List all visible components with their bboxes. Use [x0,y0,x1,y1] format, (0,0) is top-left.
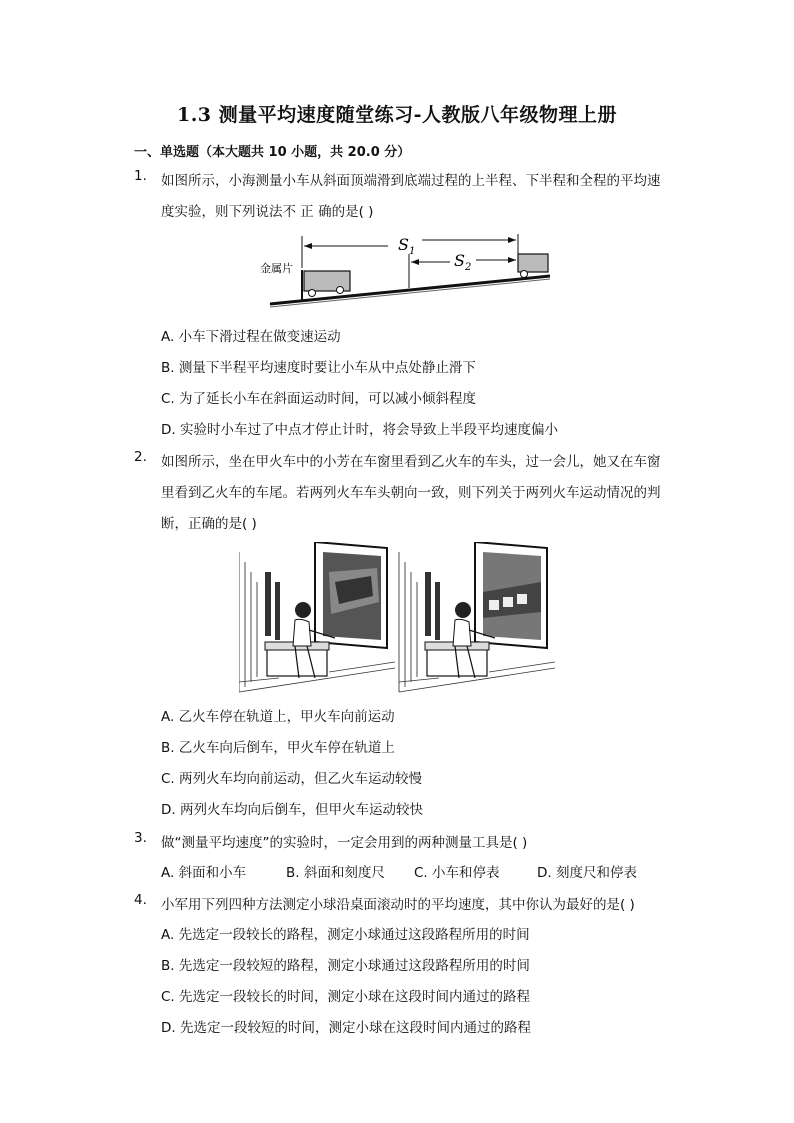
plate-label: 金属片 [260,262,293,275]
question-number: 2. [134,449,147,465]
q4-option-b: B. 先选定一段较短的路程，测定小球通过这段路程所用的时间 [161,958,530,974]
q2-option-d: D. 两列火车均向后倒车，但甲火车运动较快 [161,802,423,818]
page-title: 1.3 测量平均速度随堂练习-人教版八年级物理上册 [176,104,618,126]
incline-figure [254,228,554,310]
q4-option-a: A. 先选定一段较长的路程，测定小球通过这段路程所用的时间 [161,927,530,943]
section-heading: 一、单选题（本大题共 10 小题，共 20.0 分） [134,145,411,160]
cart-top [518,254,548,278]
q2-option-a: A. 乙火车停在轨道上，甲火车向前运动 [161,709,395,725]
q4-option-d: D. 先选定一段较短的时间，测定小球在这段时间内通过的路程 [161,1020,531,1036]
q1-option-b: B. 测量下半程平均速度时要让小车从中点处静止滑下 [161,360,476,376]
q3-option-c: C. 小车和停表 [414,865,500,881]
panel-left-train-head [239,542,395,696]
q3-option-a: A. 斜面和小车 [161,865,247,881]
question-stem: 做“测量平均速度”的实验时，一定会用到的两种测量工具是( ) [161,835,528,851]
q3-option-d: D. 刻度尺和停表 [537,865,637,881]
question-stem: 小军用下列四种方法测定小球沿桌面滚动时的平均速度，其中你认为最好的是( ) [161,897,635,913]
question-stem: 如图所示，小海测量小车从斜面顶端滑到底端过程的上半程、下半程和全程的平均速度实验，则下列说法不 正 确的是( ) [161,173,661,220]
s2-label: $S_2$ [454,251,472,273]
s1-label: $S_1$ [398,235,416,257]
q1-option-a: A. 小车下滑过程在做变速运动 [161,329,341,345]
panel-right-train-tail [399,542,555,696]
question-number: 4. [134,892,147,908]
q1-option-d: D. 实验时小车过了中点才停止计时，将会导致上半段平均速度偏小 [161,422,558,438]
cart-bottom [304,271,350,297]
q4-option-c: C. 先选定一段较长的时间，测定小球在这段时间内通过的路程 [161,989,531,1005]
question-stem: 如图所示，坐在甲火车中的小芳在车窗里看到乙火车的车头，过一会儿，她又在车窗里看到乙火车的车尾。若两列火车车头朝向一致，则下列关于两列火车运动情况的判断，正确的是( ) [161,454,661,532]
q3-option-b: B. 斜面和刻度尺 [286,865,385,881]
q2-option-c: C. 两列火车均向前运动，但乙火车运动较慢 [161,771,423,787]
question-number: 1. [134,168,147,184]
q1-option-c: C. 为了延长小车在斜面运动时间，可以减小倾斜程度 [161,391,477,407]
train-window-figure [239,542,555,696]
question-number: 3. [134,830,147,846]
q2-option-b: B. 乙火车向后倒车，甲火车停在轨道上 [161,740,395,756]
